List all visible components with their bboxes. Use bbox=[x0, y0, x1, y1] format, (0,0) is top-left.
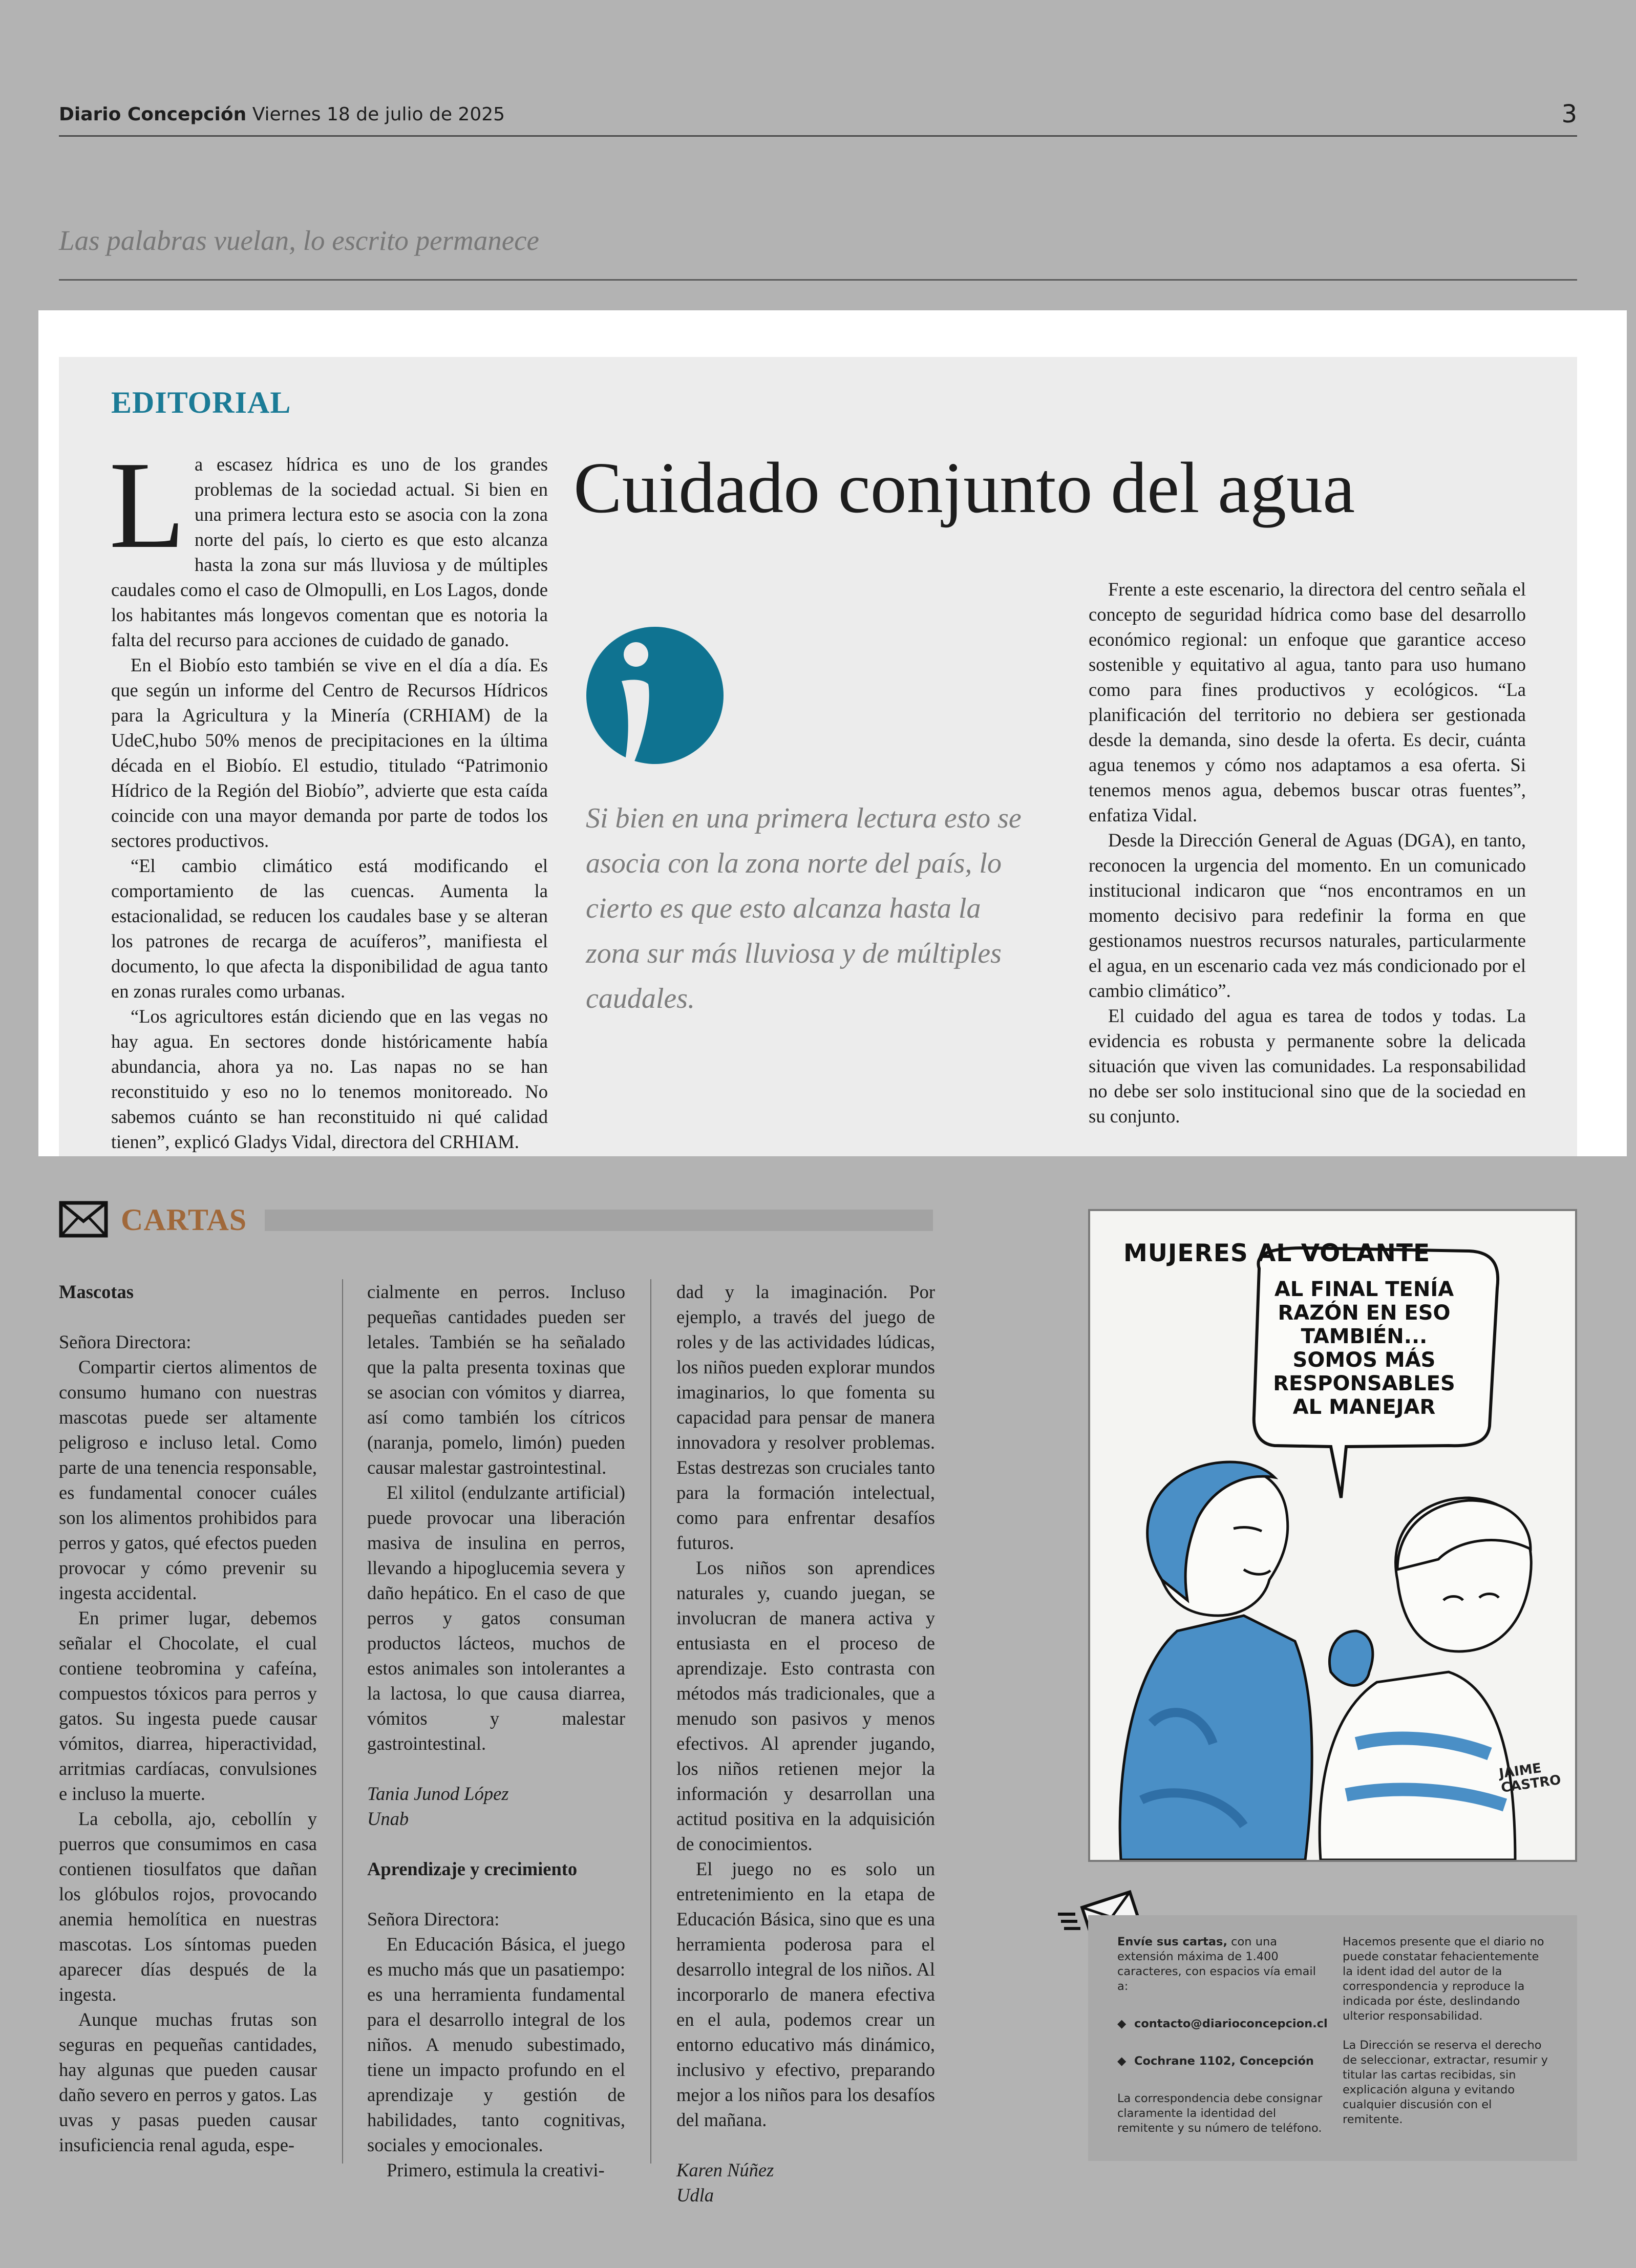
letter-paragraph: Los niños son aprendices naturales y, cuando juegan, se involucran de manera activa y entusiasta en el proceso de aprendizaje. Esto contrasta con métodos más tradicionales, que a menudo son pasivos y menos efectivos. Al aprender jugando, los niños retienen mejor la información y desarrollan una actitud positiva en la adquisición de conocimientos. bbox=[676, 1557, 935, 1854]
identity-note: La correspondencia debe consignar claramente la identidad del remitente y su número de teléfono. bbox=[1117, 2092, 1323, 2135]
editorial-paragraph: En el Biobío esto también se vive en el día a día. Es que según un informe del Centro de Recursos Hídricos para la Agricultura y la Minería (CRHIAM) de la UdeC,hubo 50% menos de precipitaciones en la última década en el Biobío. El estudio, titulado “Patrimonio Hídrico de la Región del Biobío”, advierte que esta caída coincide con una mayor demanda por parte de todos los sectores productivos. bbox=[111, 654, 548, 851]
letter-paragraph: Aunque muchas frutas son seguras en pequeñas cantidades, hay algunas que pueden causar daño severo en perros y gatos. Las uvas y pasas pueden causar insuficiencia renal aguda, espe- bbox=[59, 2009, 317, 2155]
page-header bbox=[59, 104, 505, 125]
letter-affiliation: Udla bbox=[676, 2185, 714, 2206]
editorial-paragraph: La escasez hídrica es uno de los grandes problemas de la sociedad actual. Si bien en una primera lectura esto se asocia con la zona norte del país, lo cierto es que esto alcanza hasta la zona sur más lluviosa y de múltiples caudales como el caso de Olmopulli, en Los Lagos, donde los habitantes más longevos comentan que es notoria la falta del recurso para acciones de cuidado de ganado. bbox=[109, 436, 548, 650]
letter-paragraph: El juego no es solo un entretenimiento en la etapa de Educación Básica, sino que es una herramienta poderosa para el desarrollo integral de los niños. Al incorporarlo de manera efectiva en el aula, podemos crear un entorno educativo más dinámico, inclusivo y efectivo, preparando mejor a los niños para los desafíos del mañana. bbox=[676, 1858, 935, 2130]
letter-paragraph: Compartir ciertos alimentos de consumo humano con nuestras mascotas puede ser altamente peligroso e incluso letal. Como parte de una tenencia responsable, es fundamental conocer cuáles son los alimentos prohibidos para perros y gatos, qué efectos pueden provocar y cómo prevenir su ingesta accidental. bbox=[59, 1356, 317, 1603]
letter-title: Aprendizaje y crecimiento bbox=[367, 1858, 578, 1879]
letter-affiliation: Unab bbox=[367, 1808, 409, 1829]
drop-cap: L bbox=[109, 436, 186, 574]
man-body bbox=[1320, 1672, 1515, 1860]
disclaimer-2: La Dirección se reserva el derecho de seleccionar, extractar, resumir y titular las cartas recibidas, sin explicación alguna y evitando cualquier discusión con el remitente. bbox=[1343, 2039, 1548, 2126]
editorial-label: EDITORIAL bbox=[111, 386, 291, 419]
tagline-rule bbox=[59, 279, 1577, 281]
cartas-label: CARTAS bbox=[121, 1203, 247, 1237]
editorial-column-1 bbox=[109, 436, 548, 1154]
letter-paragraph: En Educación Básica, el juego es mucho más que un pasatiempo: es una herramienta fundamental para el desarrollo integral de los niños. A menudo subestimado, tiene un impacto profundo en el aprendizaje y gestión de habilidades, tanto cognitivas, sociales y emocionales. bbox=[367, 1934, 625, 2155]
column-rule bbox=[342, 1279, 343, 2164]
cartoon-title: MUJERES AL VOLANTE bbox=[1123, 1239, 1431, 1267]
info-column-2 bbox=[1343, 1935, 1553, 2127]
cartoon-speech: AL FINAL TENÍA RAZÓN EN ESO TAMBIÉN... SOMOS MÁS RESPONSABLES AL MANEJAR bbox=[1273, 1278, 1455, 1419]
letters-column-2 bbox=[367, 1279, 625, 2182]
address-contact: ◆ Cochrane 1102, Concepción bbox=[1117, 2054, 1314, 2068]
column-rule bbox=[650, 1279, 651, 2164]
header-rule bbox=[59, 135, 1577, 137]
info-icon bbox=[586, 624, 724, 767]
cartoon-signature: JAIME CASTRO bbox=[1498, 1760, 1562, 1796]
letters-column-3 bbox=[676, 1279, 935, 2208]
envelope-icon bbox=[59, 1201, 108, 1238]
letter-title: Mascotas bbox=[59, 1281, 134, 1302]
letter-paragraph: cialmente en perros. Incluso pequeñas cantidades pueden ser letales. También se ha señalado que la palta presenta toxinas que se asocian con vómitos y diarrea, así como también los cítricos (naranja, pomelo, limón) pueden causar malestar gastrointestinal. bbox=[367, 1281, 625, 1478]
email-contact[interactable]: ◆ contacto@diarioconcepcion.cl bbox=[1117, 2017, 1328, 2030]
letter-paragraph: El xilitol (endulzante artificial) puede provocar una liberación masiva de insulina en perros, llevando a hipoglucemia severa y daño hepático. En el caso de que perros y gatos consuman productos lácteos, muchos de estos animales son intolerantes a la lactosa, lo que causa diarrea, vómitos y malestar gastrointestinal. bbox=[367, 1482, 625, 1754]
woman-hand bbox=[1329, 1631, 1372, 1685]
editorial-paragraph: Frente a este escenario, la directora del centro señala el concepto de seguridad hídrica como base del desarrollo económico regional: un enfoque que garantice acceso sostenible y equitativo al agua, tanto para uso humano como para fines productivos y ecológicos. “La planificación del territorio no debiera ser gestionada desde la demanda, sino desde la oferta. Es decir, cuánta agua tenemos y cómo nos adaptamos a esa oferta. Si tenemos menos agua, debemos buscar otras fuentes”, enfatiza Vidal. bbox=[1089, 579, 1526, 825]
disclaimer-1: Hacemos presente que el diario no puede constatar fehacientemente la ident idad del autor de la correspondencia y reproduce la indicada por éste, deslindando ulterior responsabilidad. bbox=[1343, 1935, 1544, 2023]
paper-name: Diario Concepción bbox=[59, 104, 247, 125]
letter-salutation: Señora Directora: bbox=[59, 1331, 192, 1352]
issue-date: Viernes 18 de julio de 2025 bbox=[252, 104, 505, 125]
info-column-1 bbox=[1117, 1935, 1328, 2136]
editorial-headline: Cuidado conjunto del agua bbox=[573, 447, 1355, 528]
editorial-paragraph: “Los agricultores están diciendo que en las vegas no hay agua. En sectores donde históricamente había abundancia, ahora ya no. Las napas no se han reconstituido y eso no lo tenemos monitoreado. No sabemos cuánto se han reconstituido ni qué calidad tienen”, explicó Gladys Vidal, directora del CRHIAM. bbox=[111, 1006, 548, 1152]
woman-jacket bbox=[1120, 1616, 1312, 1860]
editorial-paragraph: Desde la Dirección General de Aguas (DGA), en tanto, reconocen la urgencia del momento. En un comunicado institucional indicaron que “nos encontramos en un momento decisivo para redefinir la forma en que gestionamos nuestros recursos naturales, particularmente el agua, en un escenario cada vez más condicionado por el cambio climático”. bbox=[1089, 830, 1526, 1001]
editorial-column-3 bbox=[1089, 577, 1526, 1129]
letter-paragraph: En primer lugar, debemos señalar el Chocolate, el cual contiene teobromina y cafeína, compuestos tóxicos para perros y gatos. Su ingesta puede causar vómitos, diarrea, hiperactividad, arritmias cardíacas, convulsiones e incluso la muerte. bbox=[59, 1607, 317, 1804]
editorial-paragraph: El cuidado del agua es tarea de todos y todas. La evidencia es robusta y permanente sobre la delicada situación que viven las comunidades. La responsabilidad no debe ser solo institucional sino que de la sociedad en su conjunto. bbox=[1089, 1005, 1526, 1127]
pull-quote: Si bien en una primera lectura esto se asocia con la zona norte del país, lo cierto es que esto alcanza hasta la zona sur más lluviosa y de múltiples caudales. bbox=[586, 802, 1022, 1014]
letter-author: Karen Núñez bbox=[676, 2159, 774, 2180]
letter-salutation: Señora Directora: bbox=[367, 1909, 500, 1930]
letter-paragraph: Primero, estimula la creativi- bbox=[387, 2159, 605, 2180]
letter-author: Tania Junod López bbox=[367, 1783, 509, 1804]
letter-paragraph: La cebolla, ajo, cebollín y puerros que consumimos en casa contienen tiosulfatos que dañan los glóbulos rojos, provocando anemia hemolítica en nuestras mascotas. Los síntomas pueden aparecer días después de la ingesta. bbox=[59, 1808, 317, 2005]
send-instructions: Envíe sus cartas, con una extensión máxima de 1.400 caracteres, con espacios vía email a: bbox=[1117, 1935, 1316, 1993]
page-number: 3 bbox=[1561, 100, 1577, 129]
editorial-paragraph: “El cambio climático está modificando el comportamiento de las cuencas. Aumenta la estacionalidad, se reducen los caudales base y se alteran los patrones de recarga de acuíferos”, manifiesta el documento, lo que afecta la disponibilidad de agua tanto en zonas rurales como urbanas. bbox=[111, 855, 548, 1002]
section-tagline: Las palabras vuelan, lo escrito permanece bbox=[59, 225, 539, 256]
cartoon bbox=[1088, 1209, 1577, 1862]
letters-column-1 bbox=[59, 1279, 317, 2157]
cartas-header-bar bbox=[265, 1210, 933, 1231]
letter-paragraph: dad y la imaginación. Por ejemplo, a través del juego de roles y de las actividades lúdicas, los niños pueden explorar mundos imaginarios, lo que fomenta su capacidad para pensar de manera innovadora y resolver problemas. Estas destrezas son cruciales tanto para la formación intelectual, como para enfrentar desafíos futuros. bbox=[676, 1281, 935, 1553]
